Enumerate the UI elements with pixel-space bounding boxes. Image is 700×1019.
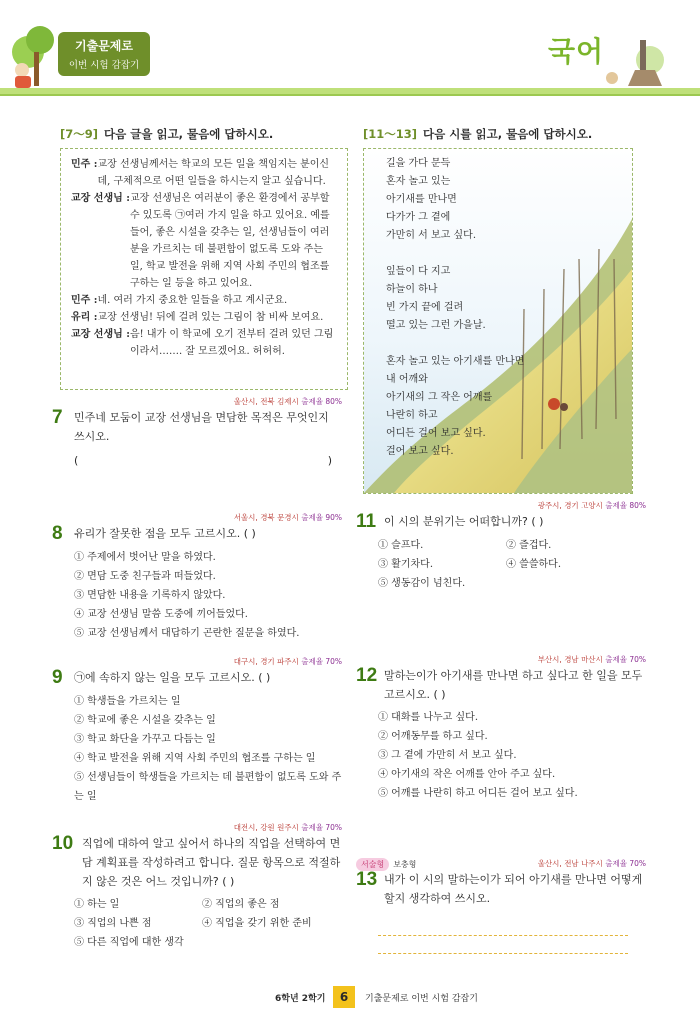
question-number: 8 [52, 523, 63, 544]
right-section-heading [363, 126, 592, 142]
poem-line: 내 어깨와 [386, 374, 428, 385]
question-source [52, 396, 342, 408]
option-1[interactable]: ① 슬프다. [378, 540, 424, 551]
poem-line: 빈 가지 끝에 걸려 [386, 302, 464, 313]
paren-open: ( [74, 454, 79, 467]
question-7 [52, 396, 342, 467]
question-stem: 내가 이 시의 말하는이가 되어 아기새를 만나면 어떻게 할지 생각하여 쓰시오. [384, 873, 643, 905]
question-row [356, 512, 646, 532]
source-region: 서울시, 경북 문경시 [233, 513, 299, 522]
poem-stanza [386, 155, 524, 245]
option-4[interactable]: ④ 교장 선생님 말씀 도중에 끼어들었다. [74, 609, 248, 620]
source-region: 부산시, 경남 마산시 [537, 655, 603, 664]
frequency-rate: 출제율 70% [605, 655, 646, 664]
utterance: 교장 선생님은 여러분이 좋은 환경에서 공부할 수 있도록 ㉠여러 가지 일을 하고 있어요. 예를 들어, 좋은 시설을 갖추는 일, 선생님들이 여러분을 가르치는 데 불편함이 없도록 도와 주는 일, 학교 발전을 위해 지역 사회 주민의 협조를 구하는 일 등을 하고 있어요. [129, 193, 330, 289]
footer-grade: 6학년 2학기 [275, 994, 326, 1004]
option-4[interactable]: ④ 직업을 갖기 위한 준비 [202, 918, 312, 929]
poem-line: 잎들이 다 지고 [386, 266, 451, 277]
poem-line: 하늘이 하나 [386, 284, 438, 295]
question-number: 10 [52, 833, 74, 854]
speaker: 교장 선생님 : [71, 193, 130, 204]
paren-close: ) [327, 454, 332, 467]
poem-line: 혼자 놀고 있는 아기새를 만나면 [386, 356, 525, 367]
option-4[interactable]: ④ 쓸쓸하다. [506, 559, 561, 570]
dialogue-line [71, 156, 337, 190]
poem-line: 다가가 그 곁에 [386, 212, 451, 223]
option-5[interactable]: ⑤ 선생님들이 학생들을 가르치는 데 불편함이 없도록 도와 주는 일 [74, 772, 342, 802]
subject-title: 국어 [548, 35, 605, 68]
answer-blank[interactable] [74, 454, 332, 467]
question-12 [356, 654, 646, 803]
poem-line: 나란히 하고 [386, 410, 438, 421]
option-5[interactable]: ⑤ 생동감이 넘친다. [378, 578, 466, 589]
question-row [356, 870, 646, 908]
question-row [52, 834, 342, 891]
question-stem: 직업에 대하여 알고 싶어서 하나의 직업을 선택하여 면담 계획표를 작성하려고 합니다. 질문 항목으로 적절하지 않은 것은 어느 것입니까? ( ) [82, 837, 341, 888]
option-2[interactable]: ② 직업의 좋은 점 [202, 899, 280, 910]
badge-subtitle: 이번 시험 감잡기 [68, 60, 140, 71]
question-source [52, 822, 342, 834]
option-4[interactable]: ④ 학교 발전을 위해 지역 사회 주민의 협조를 구하는 일 [74, 753, 316, 764]
question-number: 11 [356, 511, 377, 532]
question-number: 13 [356, 869, 378, 890]
poem-line: 아기새의 그 작은 어깨를 [386, 392, 493, 403]
page-footer [0, 986, 700, 1008]
answer-line[interactable] [378, 936, 628, 954]
source-region: 울산시, 전북 김제시 [233, 397, 299, 406]
poem-line: 가만히 서 보고 싶다. [386, 230, 476, 241]
poem-line: 아기새를 만나면 [386, 194, 457, 205]
right-heading-range: [11～13] [363, 127, 418, 141]
question-stem: 민주네 모둠이 교장 선생님을 면담한 목적은 무엇인지 쓰시오. [74, 411, 329, 443]
poem-line: 떨고 있는 그런 가을날. [386, 320, 486, 331]
option-4[interactable]: ④ 아기새의 작은 어깨를 안아 주고 싶다. [378, 769, 556, 780]
speaker: 민주 : [71, 159, 98, 170]
question-number: 9 [52, 667, 63, 688]
option-1[interactable]: ① 학생들을 가르치는 일 [74, 696, 181, 707]
option-5[interactable]: ⑤ 교장 선생님께서 대답하기 곤란한 질문을 하였다. [74, 628, 300, 639]
dialogue-line [71, 326, 337, 360]
frequency-rate: 출제율 70% [605, 859, 646, 868]
source-region: 광주시, 경기 고양시 [537, 501, 603, 510]
question-9 [52, 656, 342, 806]
page-number: 6 [333, 986, 355, 1008]
question-row [52, 524, 342, 544]
right-heading-text: 다음 시를 읽고, 물음에 답하시오. [423, 127, 593, 141]
answer-options [74, 895, 342, 952]
descriptive-tag: 서술형 [356, 858, 389, 871]
answer-lines[interactable] [378, 918, 646, 954]
page-header [0, 0, 700, 100]
option-3[interactable]: ③ 직업의 나쁜 점 [74, 918, 152, 929]
question-stem: 이 시의 분위기는 어떠합니까? ( ) [384, 515, 544, 528]
option-5[interactable]: ⑤ 다른 직업에 대한 생각 [74, 937, 184, 948]
utterance: 네. 여러 가지 중요한 일들을 하고 계시군요. [97, 295, 288, 306]
option-3[interactable]: ③ 그 곁에 가만히 서 보고 싶다. [378, 750, 517, 761]
answer-options [74, 692, 342, 806]
speaker: 유리 : [71, 312, 98, 323]
frequency-rate: 출제율 90% [301, 513, 342, 522]
poem-text [386, 155, 524, 479]
question-8 [52, 512, 342, 643]
utterance: 교장 선생님! 뒤에 걸려 있는 그림이 참 비싸 보여요. [97, 312, 324, 323]
question-row [52, 668, 342, 688]
source-region: 울산시, 전남 나주시 [537, 859, 603, 868]
frequency-rate: 출제율 80% [301, 397, 342, 406]
badge-title: 기출문제로 [75, 39, 133, 53]
question-stem: 말하는이가 아기새를 만나면 하고 싶다고 한 일을 모두 고르시오. ( ) [384, 669, 643, 701]
poem-stanza [386, 263, 524, 335]
source-region: 대전시, 강원 원주시 [233, 823, 299, 832]
poem-line: 혼자 놀고 있는 [386, 176, 451, 187]
question-10 [52, 822, 342, 952]
poem-stanza [386, 353, 524, 461]
frequency-rate: 출제율 80% [605, 501, 646, 510]
option-2[interactable]: ② 즐겁다. [506, 540, 552, 551]
option-3[interactable]: ③ 면담한 내용을 기록하지 않았다. [74, 590, 226, 601]
answer-options [378, 536, 646, 593]
question-source [52, 656, 342, 668]
poem-line: 길을 가다 문득 [386, 158, 451, 169]
frequency-rate: 출제율 70% [301, 657, 342, 666]
question-stem: ㉠에 속하지 않는 일을 모두 고르시오. ( ) [74, 671, 271, 684]
option-3[interactable]: ③ 학교 화단을 가꾸고 다듬는 일 [74, 734, 216, 745]
source-region: 대구시, 경기 파주시 [233, 657, 299, 666]
poem-line: 어디든 걸어 보고 싶다. [386, 428, 486, 439]
option-1[interactable]: ① 대화를 나누고 싶다. [378, 712, 478, 723]
question-row [356, 666, 646, 704]
answer-options [378, 708, 646, 803]
left-section-heading [60, 126, 273, 142]
question-13 [356, 858, 646, 954]
option-2[interactable]: ② 어깨동무를 하고 싶다. [378, 731, 488, 742]
dialogue-line [71, 292, 337, 309]
speaker: 민주 : [71, 295, 98, 306]
series-badge [58, 32, 150, 76]
footer-series: 기출문제로 이번 시험 감잡기 [365, 994, 478, 1004]
option-1[interactable]: ① 주제에서 벗어난 말을 하였다. [74, 552, 216, 563]
supplement-tag: 보충형 [393, 860, 417, 869]
option-2[interactable]: ② 면담 도중 친구들과 떠들었다. [74, 571, 216, 582]
poem-line: 걸어 보고 싶다. [386, 446, 454, 457]
option-5[interactable]: ⑤ 어깨를 나란히 하고 어디든 걸어 보고 싶다. [378, 788, 578, 799]
left-heading-range: [7～9] [60, 127, 99, 141]
question-source [356, 858, 646, 870]
left-heading-text: 다음 글을 읽고, 물음에 답하시오. [104, 127, 274, 141]
poem-passage [363, 148, 633, 494]
question-stem: 유리가 잘못한 점을 모두 고르시오. ( ) [74, 527, 256, 540]
utterance: 교장 선생님께서는 학교의 모든 일을 책임지는 분이신데, 구체적으로 어떤 일들을 하시는지 알고 싶습니다. [97, 159, 330, 187]
answer-line[interactable] [378, 918, 628, 936]
speaker: 교장 선생님 : [71, 329, 130, 340]
dialogue-line [71, 190, 337, 292]
question-number: 7 [52, 407, 63, 428]
option-1[interactable]: ① 하는 일 [74, 899, 120, 910]
dialogue-line [71, 309, 337, 326]
answer-options [74, 548, 342, 643]
question-source [52, 512, 342, 524]
interview-passage [60, 148, 348, 390]
question-number: 12 [356, 665, 378, 686]
question-row [52, 408, 342, 446]
question-source [356, 500, 646, 512]
option-3[interactable]: ③ 활기차다. [378, 559, 433, 570]
question-source [356, 654, 646, 666]
header-band-line [0, 94, 700, 96]
utterance: 음! 내가 이 학교에 오기 전부터 걸려 있던 그림이라서……. 잘 모르겠어요. 허허허. [129, 329, 334, 357]
option-2[interactable]: ② 학교에 좋은 시설을 갖추는 일 [74, 715, 216, 726]
question-11 [356, 500, 646, 593]
frequency-rate: 출제율 70% [301, 823, 342, 832]
